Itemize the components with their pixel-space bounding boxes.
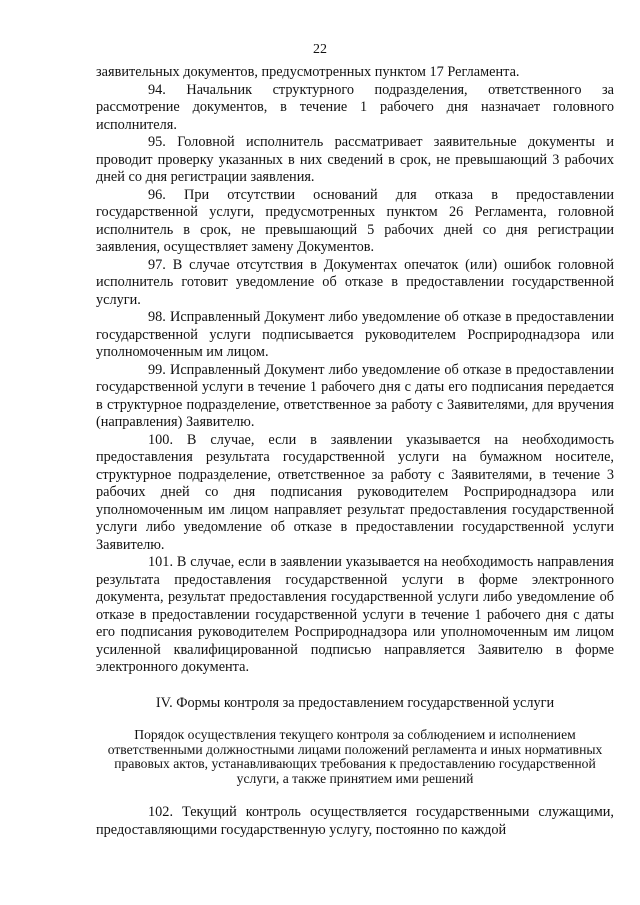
paragraph-94: 94. Начальник структурного подразделения, ответственного за рассмотрение документов, в течение 1 рабочего дня назначает головного исполнителя. [96, 81, 614, 133]
paragraph-96: 96. При отсутствии оснований для отказа в предоставлении государственной услуги, предусмотренных пунктом 26 Регламента, головной исполнитель в срок, не превышающий 5 рабочих дней со дня регистрации заявления, осуществляет замену Документов. [96, 186, 614, 255]
paragraph-99: 99. Исправленный Документ либо уведомление об отказе в предоставлении государственной услуги в течение 1 рабочего дня с даты его подписания передается в структурное подразделение, ответственное за работу с Заявителями, для вручения (направления) Заявителю. [96, 361, 614, 430]
paragraph-continuation: заявительных документов, предусмотренных пунктом 17 Регламента. [96, 64, 520, 80]
paragraph-95: 95. Головной исполнитель рассматривает заявительные документы и проводит проверку указанных в них сведений в срок, не превышающий 3 рабочих дней со дня регистрации заявления. [96, 134, 614, 185]
paragraph-98: 98. Исправленный Документ либо уведомление об отказе в предоставлении государственной услуги подписывается руководителем Росприроднадзора или уполномоченным им лицом. [96, 309, 614, 360]
document-body [96, 64, 614, 839]
section-heading: IV. Формы контроля за предоставлением государственной услуги [155, 694, 555, 711]
paragraph-101: 101. В случае, если в заявлении указывается на необходимость направления результата предоставления государственной услуги в форме электронного документа, результат предоставления государственной услуги либо уведомление об отказе в предоставлении государственной услуги в течение 1 рабочего дня с даты его подписания руководителем Росприроднадзора или уполномоченным им лицом усиленной квалифицированной подписью направляется Заявителю в форме электронного документа. [96, 554, 614, 675]
subsection-heading: Порядок осуществления текущего контроля за соблюдением и исполнением ответственными должностными лицами положений регламента и иных нормативных правовых актов, устанавливающих требования к предоставлению государственной услуги, а также принятием ими решений [107, 727, 603, 786]
page-number: 22 [313, 42, 327, 57]
paragraph-100: 100. В случае, если в заявлении указывается на необходимость предоставления результата государственной услуги на бумажном носителе, структурное подразделение, ответственное за работу с Заявителями, в течение 3 рабочих дней со дня подписания руководителем Росприроднадзора или уполномоченным им лицом направляет результат предоставления государственной услуги либо уведомление об отказе в предоставлении государственной услуги Заявителю. [96, 431, 614, 553]
paragraph-97: 97. В случае отсутствия в Документах опечаток (или) ошибок головной исполнитель готовит уведомление об отказе в предоставлении государственной услуги. [96, 256, 614, 308]
paragraph-102: 102. Текущий контроль осуществляется государственными служащими, предоставляющими государственную услугу, постоянно по каждой [96, 804, 614, 838]
